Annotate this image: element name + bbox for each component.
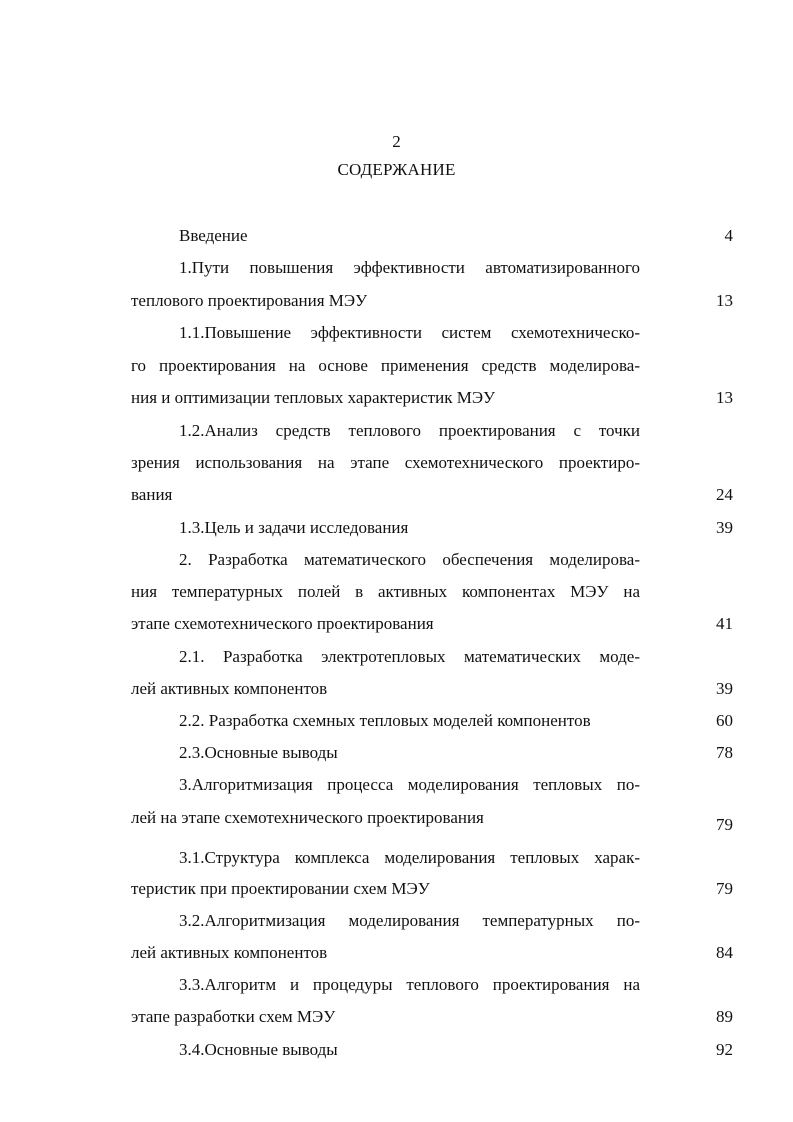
toc-line: го проектирования на основе применения средств моделирова- (131, 356, 640, 375)
toc-page-number: 24 (716, 485, 733, 504)
toc-line: 1.3.Цель и задачи исследования (179, 518, 409, 537)
toc-page-number: 78 (716, 743, 733, 762)
toc-line: 3.4.Основные выводы (179, 1040, 338, 1059)
toc-page-number: 4 (724, 226, 733, 245)
toc-page-number: 13 (716, 291, 733, 310)
toc-page-number: 79 (716, 879, 733, 898)
toc-line: 3.Алгоритмизация процесса моделирования тепловых по- (179, 775, 640, 794)
toc-line: 2.2. Разработка схемных тепловых моделей компонентов (179, 711, 591, 730)
toc-line: лей активных компонентов (131, 943, 328, 962)
toc-page-number: 79 (716, 815, 733, 834)
toc-line: 2.1. Разработка электротепловых математических моде- (179, 647, 640, 666)
toc-line: теплового проектирования МЭУ (131, 291, 368, 310)
toc-line: 3.3.Алгоритм и процедуры теплового проектирования на (179, 975, 640, 994)
toc-page-number: 39 (716, 679, 733, 698)
toc-line: 1.2.Анализ средств теплового проектирования с точки (179, 421, 640, 440)
toc-page-number: 89 (716, 1007, 733, 1026)
toc-line: этапе схемотехнического проектирования (131, 614, 434, 633)
page-number: 2 (392, 132, 401, 151)
toc-line: ния температурных полей в активных компонентах МЭУ на (131, 582, 640, 601)
toc-line: 2.3.Основные выводы (179, 743, 338, 762)
toc-page-number: 60 (716, 711, 733, 730)
toc-line: Введение (179, 226, 248, 245)
toc-line: этапе разработки схем МЭУ (131, 1007, 336, 1026)
toc-line: лей активных компонентов (131, 679, 328, 698)
page-title: СОДЕРЖАНИЕ (337, 160, 456, 179)
toc-line: зрения использования на этапе схемотехнического проектиро- (131, 453, 640, 472)
toc-line: 1.1.Повышение эффективности систем схемотехническо- (179, 323, 640, 342)
toc-line: ния и оптимизации тепловых характеристик МЭУ (131, 388, 496, 407)
toc-line: 2. Разработка математического обеспечения моделирова- (179, 550, 640, 569)
toc-page-number: 92 (716, 1040, 733, 1059)
toc-line: 3.1.Структура комплекса моделирования тепловых харак- (179, 848, 640, 867)
toc-page-number: 41 (716, 614, 733, 633)
toc-line: 1.Пути повышения эффективности автоматизированного (179, 258, 640, 277)
toc-line: лей на этапе схемотехнического проектирования (131, 808, 484, 827)
toc-line: вания (131, 485, 173, 504)
toc-line: 3.2.Алгоритмизация моделирования температурных по- (179, 911, 640, 930)
toc-page-number: 84 (716, 943, 733, 962)
toc-line: теристик при проектировании схем МЭУ (131, 879, 430, 898)
toc-page-number: 39 (716, 518, 733, 537)
toc-page-number: 13 (716, 388, 733, 407)
